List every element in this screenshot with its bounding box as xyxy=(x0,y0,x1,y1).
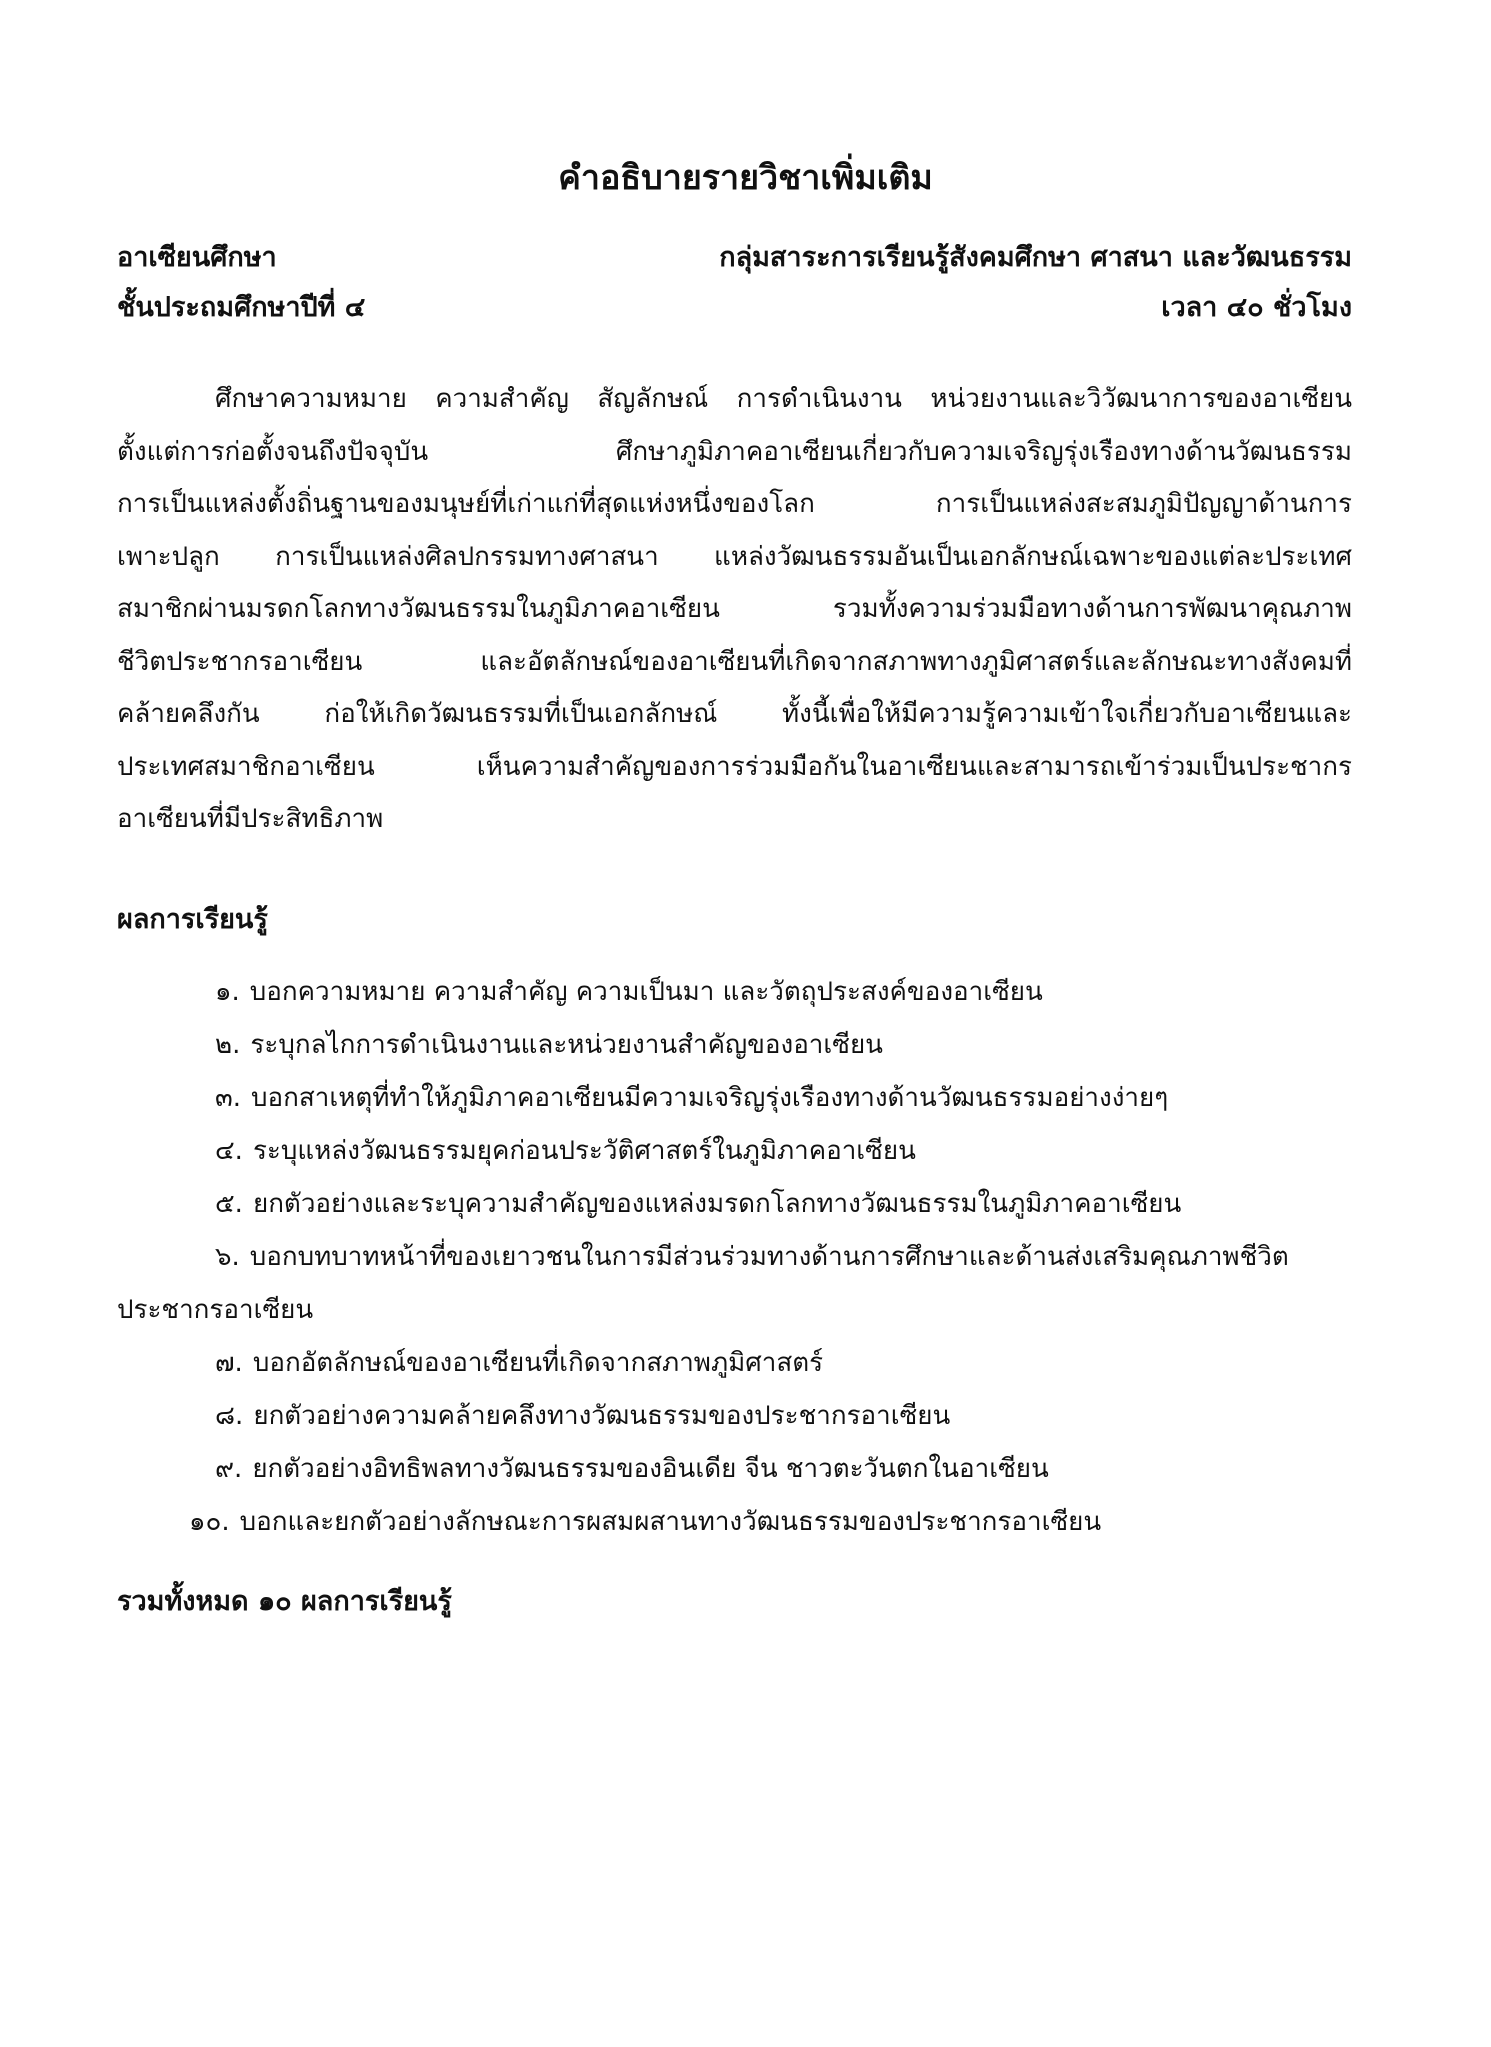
list-item xyxy=(117,1443,1352,1496)
outcome-number: ๙. xyxy=(215,1454,243,1484)
outcome-text: ยกตัวอย่างความคล้ายคลึงทางวัฒนธรรมของประชากรอาเซียน xyxy=(253,1401,951,1431)
course-duration: เวลา ๔๐ ชั่วโมง xyxy=(1161,292,1352,323)
list-item xyxy=(117,1125,1352,1178)
list-item xyxy=(117,966,1352,1019)
description-line: ตั้งแต่การก่อตั้งจนถึงปัจจุบัน ศึกษาภูมิภาคอาเซียนเกี่ยวกับความเจริญรุ่งเรืองทางด้านวัฒนธรรม xyxy=(117,436,1352,467)
outcome-text: ยกตัวอย่างอิทธิพลทางวัฒนธรรมของอินเดีย จีน ชาวตะวันตกในอาเซียน xyxy=(252,1454,1049,1484)
description-line: ประเทศสมาชิกอาเซียน เห็นความสำคัญของการร่วมมือกันในอาเซียนและสามารถเข้าร่วมเป็นประชากร xyxy=(117,751,1352,782)
meta-row-grade xyxy=(117,286,1352,330)
outcome-text: บอกสาเหตุที่ทำให้ภูมิภาคอาเซียนมีความเจริญรุ่งเรืองทางด้านวัฒนธรรมอย่างง่ายๆ xyxy=(251,1083,1169,1113)
outcome-text: บอกบทบาทหน้าที่ของเยาวชนในการมีส่วนร่วมทางด้านการศึกษาและด้านส่งเสริมคุณภาพชีวิตประชากรอาเซียน xyxy=(117,1242,1289,1325)
outcome-number: ๕. xyxy=(215,1189,243,1219)
list-item xyxy=(117,1019,1352,1072)
outcomes-summary: รวมทั้งหมด ๑๐ ผลการเรียนรู้ xyxy=(117,1586,452,1617)
outcome-number: ๗. xyxy=(215,1348,243,1378)
outcome-number: ๔. xyxy=(215,1136,243,1166)
description-line: สมาชิกผ่านมรดกโลกทางวัฒนธรรมในภูมิภาคอาเซียน รวมทั้งความร่วมมือทางด้านการพัฒนาคุณภาพ xyxy=(117,594,1352,624)
description-line: คล้ายคลึงกัน ก่อให้เกิดวัฒนธรรมที่เป็นเอกลักษณ์ ทั้งนี้เพื่อให้มีความรู้ความเข้าใจเกี่ยวกับอาเซียนและ xyxy=(117,699,1352,729)
outcomes-heading: ผลการเรียนรู้ xyxy=(117,904,268,935)
outcome-text: ยกตัวอย่างและระบุความสำคัญของแหล่งมรดกโลกทางวัฒนธรรมในภูมิภาคอาเซียน xyxy=(252,1189,1182,1219)
description-line: การเป็นแหล่งตั้งถิ่นฐานของมนุษย์ที่เก่าแก่ที่สุดแห่งหนึ่งของโลก การเป็นแหล่งสะสมภูมิปัญญาด้านการ xyxy=(117,489,1352,519)
outcome-text: บอกอัตลักษณ์ของอาเซียนที่เกิดจากสภาพภูมิศาสตร์ xyxy=(252,1348,824,1378)
list-item xyxy=(117,1231,1352,1337)
description-line: เพาะปลูก การเป็นแหล่งศิลปกรรมทางศาสนา แหล่งวัฒนธรรมอันเป็นเอกลักษณ์เฉพาะของแต่ละประเทศ xyxy=(117,541,1352,572)
grade-level: ชั้นประถมศึกษาปีที่ ๔ xyxy=(117,292,366,323)
outcome-number: ๓. xyxy=(215,1083,242,1113)
outcome-text: บอกและยกตัวอย่างลักษณะการผสมผสานทางวัฒนธรรมของประชากรอาเซียน xyxy=(239,1507,1102,1537)
course-description xyxy=(117,373,1352,846)
page-title: คำอธิบายรายวิชาเพิ่มเติม xyxy=(558,158,933,198)
list-item xyxy=(117,1178,1352,1231)
outcome-number: ๘. xyxy=(215,1401,244,1431)
list-item xyxy=(117,1072,1352,1125)
description-line: อาเซียนที่มีประสิทธิภาพ xyxy=(117,804,384,834)
outcome-text: บอกความหมาย ความสำคัญ ความเป็นมา และวัตถุประสงค์ของอาเซียน xyxy=(249,977,1043,1007)
description-line: ชีวิตประชากรอาเซียน และอัตลักษณ์ของอาเซียนที่เกิดจากสภาพทางภูมิศาสตร์และลักษณะทางสังคมที่ xyxy=(117,646,1352,677)
outcome-text: ระบุแหล่งวัฒนธรรมยุคก่อนประวัติศาสตร์ในภูมิภาคอาเซียน xyxy=(252,1136,916,1166)
outcome-number: ๒. xyxy=(215,1030,241,1060)
outcome-number: ๖. xyxy=(215,1242,240,1272)
outcome-text: ระบุกลไกการดำเนินงานและหน่วยงานสำคัญของอาเซียน xyxy=(250,1030,883,1060)
subject-name: อาเซียนศึกษา xyxy=(117,242,277,273)
list-item xyxy=(117,1496,1352,1549)
learning-area: กลุ่มสาระการเรียนรู้สังคมศึกษา ศาสนา และวัฒนธรรม xyxy=(719,242,1352,273)
meta-row-subject xyxy=(117,236,1352,280)
list-item xyxy=(117,1337,1352,1390)
list-item xyxy=(117,1390,1352,1443)
outcomes-list xyxy=(117,966,1352,1549)
description-line: ศึกษาความหมาย ความสำคัญ สัญลักษณ์ การดำเนินงาน หน่วยงานและวิวัฒนาการของอาเซียน xyxy=(215,384,1352,414)
outcome-number: ๑. xyxy=(215,977,240,1007)
outcome-number: ๑๐. xyxy=(189,1507,230,1537)
